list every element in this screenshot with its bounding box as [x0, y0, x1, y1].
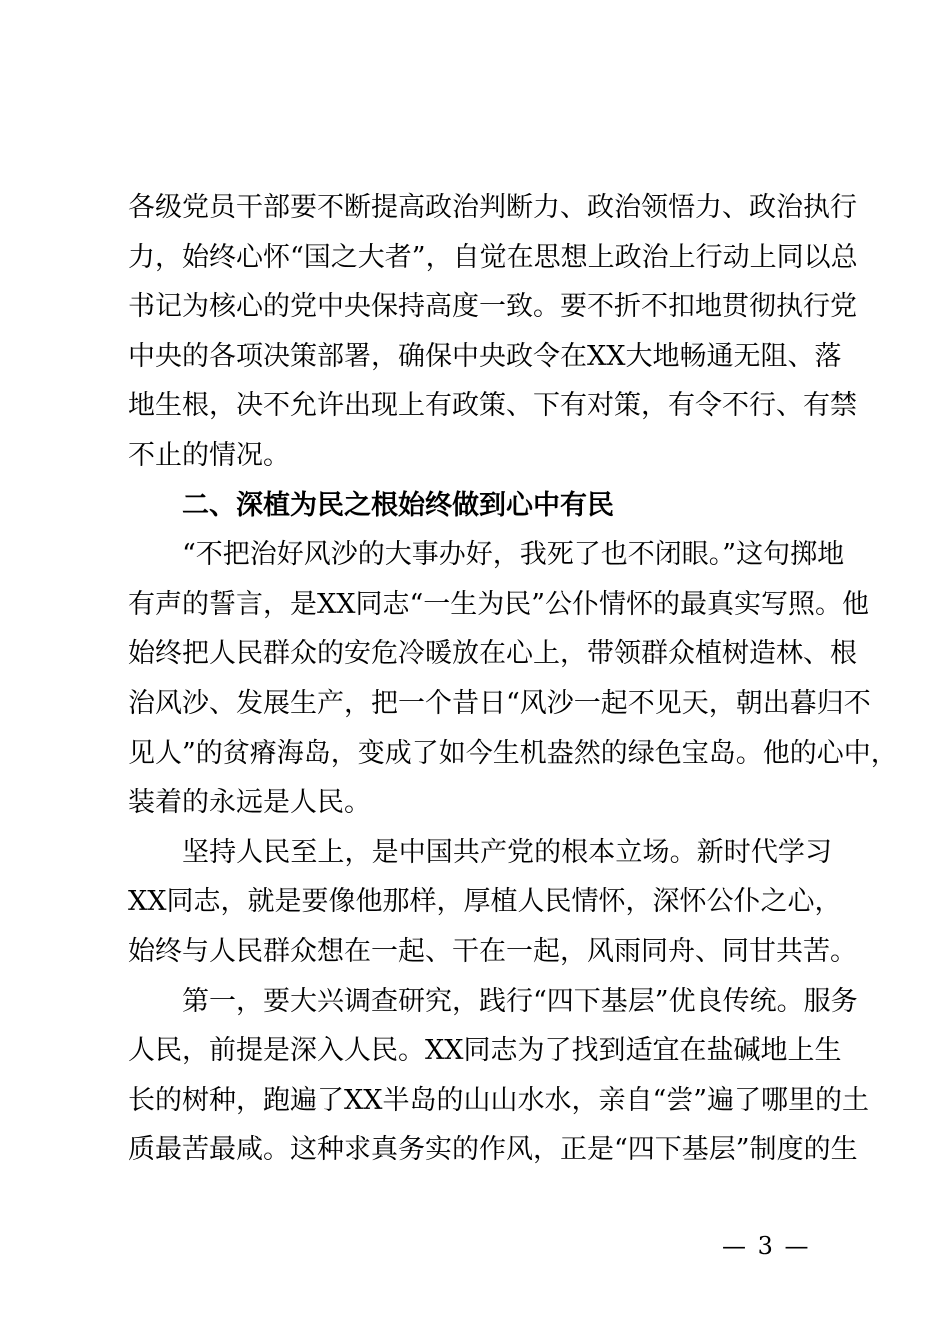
- text-line: 治风沙、发展生产，把一个昔日“风沙一起不见天，朝出暮归不: [128, 687, 871, 719]
- section-heading: 二、深植为民之根始终做到心中有民: [182, 489, 614, 521]
- text-line: 质最苦最咸。这种求真务实的作风，正是“四下基层”制度的生: [128, 1134, 858, 1166]
- text-line: 各级党员干部要不断提高政治判断力、政治领悟力、政治执行: [128, 192, 857, 223]
- text-line: 始终把人民群众的安危冷暖放在心上，带领群众植树造林、根: [128, 638, 857, 670]
- text-line: 人民，前提是深入人民。XX同志为了找到适宜在盐碱地上生: [128, 1035, 842, 1067]
- text-line: 中央的各项决策部署，确保中央政令在XX大地畅通无阻、落: [128, 340, 842, 372]
- text-line: XX同志，就是要像他那样，厚植人民情怀，深怀公仆之心，: [128, 886, 842, 918]
- text-line: 不止的情况。: [128, 439, 290, 471]
- text-line: 有声的誓言，是XX同志“一生为民”公仆情怀的最真实写照。他: [128, 588, 870, 620]
- text-line: 力，始终心怀“国之大者”，自觉在思想上政治上行动上同以总: [128, 241, 858, 273]
- text-line: 装着的永远是人民。: [128, 787, 371, 819]
- page-number: — 3 —: [722, 1232, 811, 1260]
- text-line: 第一，要大兴调查研究，践行“四下基层”优良传统。服务: [182, 985, 858, 1017]
- text-line: 始终与人民群众想在一起、干在一起，风雨同舟、同甘共苦。: [128, 935, 857, 967]
- text-line: 地生根，决不允许出现上有政策、下有对策，有令不行、有禁: [128, 390, 857, 422]
- text-line: 书记为核心的党中央保持高度一致。要不折不扣地贯彻执行党: [128, 291, 857, 323]
- text-line: 见人”的贫瘠海岛，变成了如今生机盎然的绿色宝岛。他的心中，: [128, 737, 898, 769]
- text-line: 坚持人民至上，是中国共产党的根本立场。新时代学习: [182, 836, 832, 868]
- document-body: [128, 183, 898, 1175]
- text-line: “不把治好风沙的大事办好，我死了也不闭眼。”这句掷地: [182, 539, 845, 571]
- text-line: 长的树种，跑遍了XX半岛的山山水水，亲自“尝”遍了哪里的土: [128, 1084, 870, 1116]
